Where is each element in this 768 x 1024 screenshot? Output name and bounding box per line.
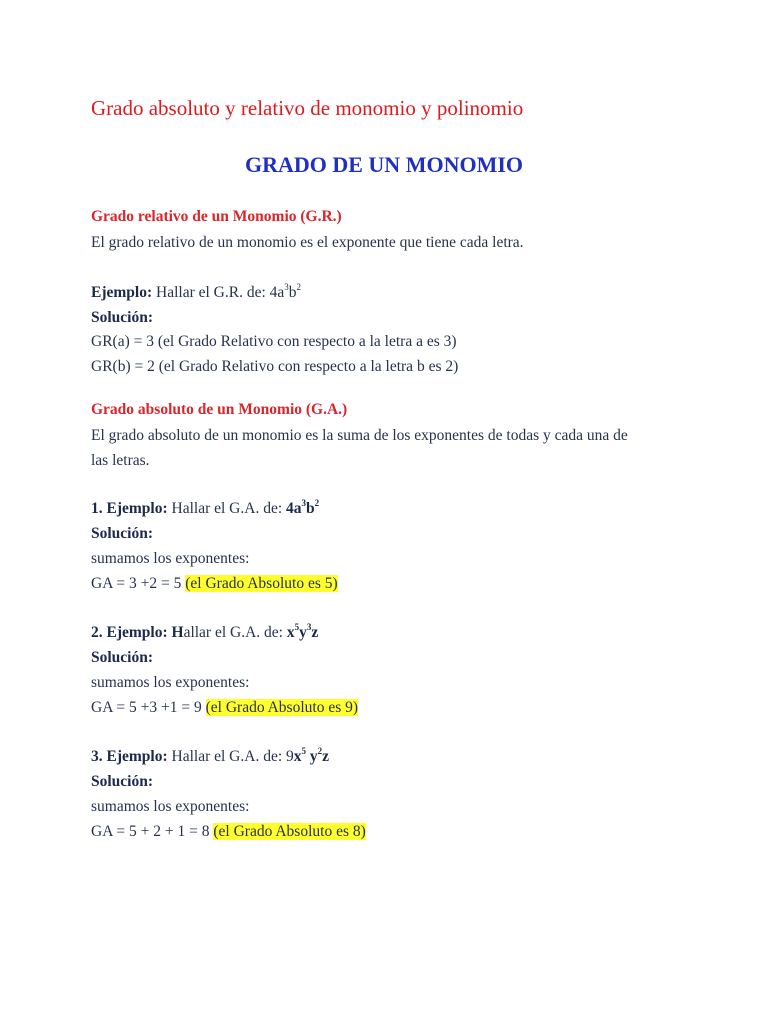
ga-subtitle: Grado absoluto de un Monomio (G.A.) bbox=[91, 401, 348, 418]
example-text: Hallar el G.A. de: bbox=[171, 500, 283, 517]
example-text: Hallar el G.A. de: 9 bbox=[171, 748, 294, 765]
gr-subtitle: Grado relativo de un Monomio (G.R.) bbox=[91, 208, 342, 225]
example-3-sum-text: sumamos los exponentes: bbox=[91, 798, 250, 815]
document-title: Grado absoluto y relativo de monomio y polinomio bbox=[91, 96, 524, 120]
example-3-solution-label: Solución: bbox=[91, 773, 154, 790]
example-1-solution-label: Solución: bbox=[91, 525, 154, 542]
example-label: 1. Ejemplo: bbox=[91, 500, 168, 517]
gr-solution-label: Solución: bbox=[91, 309, 154, 326]
example-label: 2. Ejemplo: H bbox=[91, 624, 184, 641]
example-2-calc: GA = 5 +3 +1 = 9 bbox=[91, 699, 202, 716]
example-2-sum-text: sumamos los exponentes: bbox=[91, 674, 250, 691]
gr-line-b: GR(b) = 2 (el Grado Relativo con respecto a la letra b es 2) bbox=[91, 358, 459, 375]
ga-definition-2: las letras. bbox=[91, 452, 150, 469]
ga-example-1 bbox=[91, 500, 319, 518]
example-1-result: (el Grado Absoluto es 5) bbox=[185, 575, 338, 592]
gr-exp-b: 2 bbox=[296, 282, 302, 292]
example-3-result-line bbox=[91, 823, 366, 841]
ga-example-2 bbox=[91, 624, 318, 642]
example-label: 3. Ejemplo: bbox=[91, 748, 168, 765]
ga-example-3 bbox=[91, 748, 329, 766]
gr-definition: El grado relativo de un monomio es el exponente que tiene cada letra. bbox=[91, 234, 524, 251]
section-heading: GRADO DE UN MONOMIO bbox=[244, 152, 524, 177]
example-3-result: (el Grado Absoluto es 8) bbox=[213, 823, 366, 840]
gr-line-a: GR(a) = 3 (el Grado Relativo con respecto a la letra a es 3) bbox=[91, 333, 457, 350]
gr-example-text: Hallar el G.R. de: 4a bbox=[156, 284, 285, 301]
gr-example-label: Ejemplo: bbox=[91, 284, 153, 301]
example-2-result: (el Grado Absoluto es 9) bbox=[205, 699, 359, 716]
example-text: allar el G.A. de: bbox=[183, 624, 283, 641]
example-term: $x^5y^3z$ bbox=[286, 622, 319, 641]
gr-var-b: b bbox=[288, 284, 297, 301]
ga-definition-1: El grado absoluto de un monomio es la suma de los exponentes de todas y cada una de bbox=[91, 427, 628, 444]
example-2-solution-label: Solución: bbox=[91, 649, 154, 666]
gr-exp-a: 3 bbox=[284, 282, 289, 292]
example-1-sum-text: sumamos los exponentes: bbox=[91, 550, 250, 567]
example-1-result-line bbox=[91, 575, 338, 593]
example-1-calc: GA = 3 +2 = 5 bbox=[91, 575, 182, 592]
example-term: $x^5$ $y^2z$ bbox=[293, 746, 330, 765]
example-term: $4a^3b^2$ bbox=[286, 498, 320, 517]
gr-example-line bbox=[91, 284, 301, 302]
example-3-calc: GA = 5 + 2 + 1 = 8 bbox=[91, 823, 210, 840]
example-2-result-line bbox=[91, 699, 358, 717]
